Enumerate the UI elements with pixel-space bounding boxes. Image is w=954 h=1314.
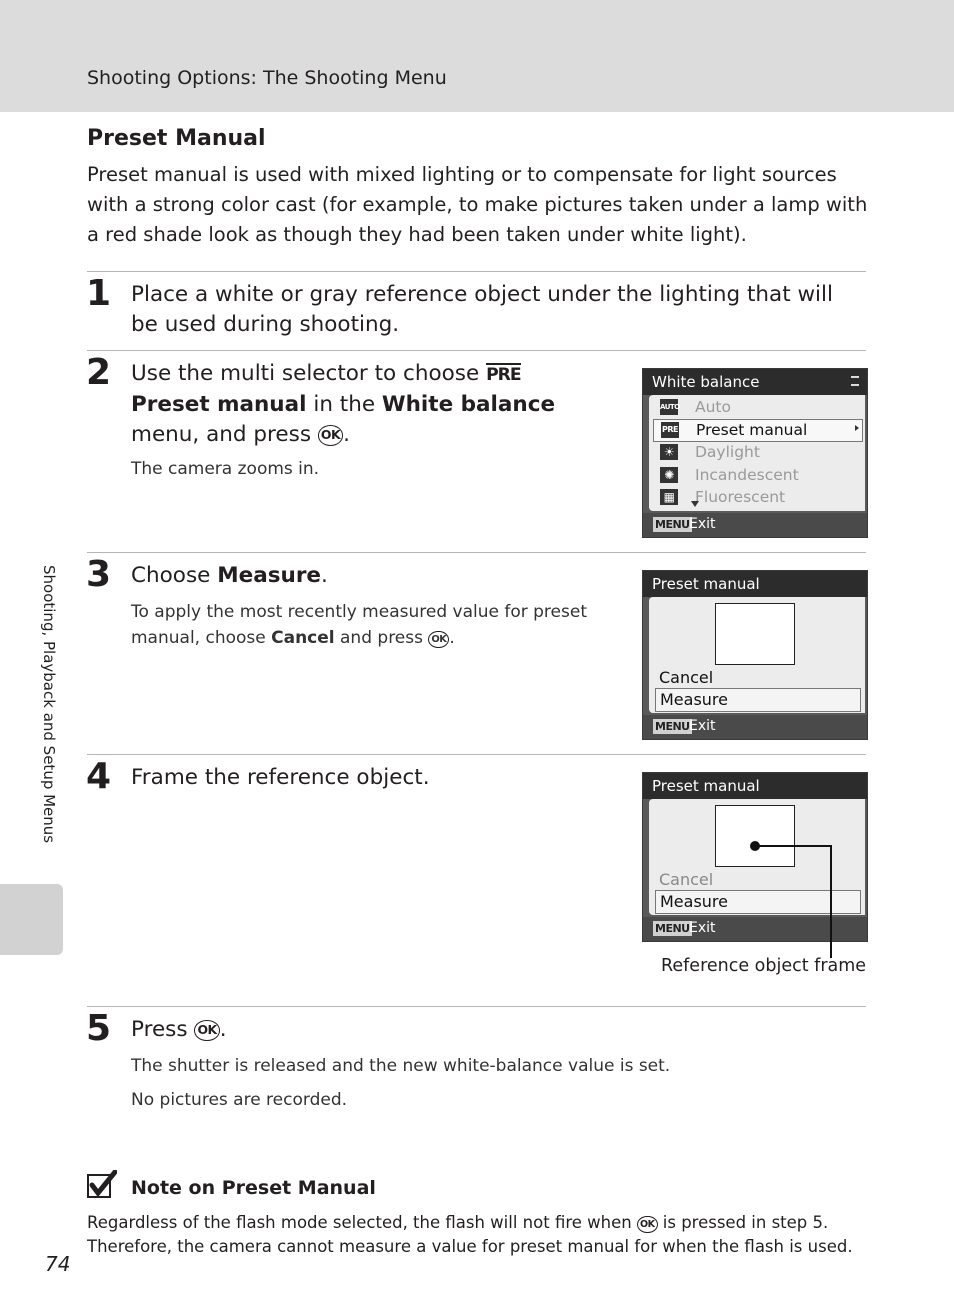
- step-3-cancel: Cancel: [271, 628, 335, 648]
- divider: [87, 754, 866, 755]
- screen-title: Preset manual: [652, 575, 760, 593]
- white-balance-screen: [642, 368, 868, 538]
- wb-item-preset-manual: [653, 419, 863, 442]
- step-5-text: Press OK .: [131, 1017, 227, 1042]
- wb-item-label: Fluorescent: [695, 488, 786, 506]
- option-measure-label: Measure: [660, 892, 728, 911]
- step-2-preset-manual: Preset manual: [131, 392, 307, 417]
- menu-panel: [649, 395, 865, 511]
- page-number: 74: [45, 1252, 71, 1276]
- divider: [87, 1006, 866, 1007]
- step-1-text: Place a white or gray reference object under the lighting that will be used during shooting.: [131, 282, 833, 337]
- screen-footer: [643, 513, 867, 537]
- screen-footer: [643, 917, 867, 941]
- wb-item-auto: [653, 397, 861, 418]
- step-5-sub-1: The shutter is released and the new white-balance value is set.: [131, 1056, 671, 1076]
- chapter-label: Shooting, Playback and Setup Menus: [40, 565, 58, 844]
- step-3-sub-post: and press: [340, 628, 423, 648]
- reference-frame: [715, 603, 795, 665]
- step-3-sub-pre: To apply the most recently measured value for preset manual, choose: [131, 602, 587, 648]
- chapter-tab: [0, 884, 63, 955]
- chevron-right-icon: [855, 425, 859, 431]
- step-5-pre: Press: [131, 1017, 188, 1042]
- checkmark-note-icon: [87, 1170, 117, 1200]
- divider: [87, 271, 866, 272]
- wb-item-daylight: [653, 442, 861, 463]
- preset-manual-icon: PRE: [661, 422, 679, 438]
- menu-panel: [649, 597, 865, 713]
- step-number: 2: [86, 352, 112, 393]
- wb-item-label: Daylight: [695, 443, 760, 461]
- step-2-text: Use the multi selector to choose PRE Preset manual in the White balance menu, and press OK .: [131, 361, 556, 447]
- ok-button-icon: OK: [637, 1216, 658, 1234]
- option-measure-label: Measure: [660, 690, 728, 709]
- step-4-text: Frame the reference object.: [131, 765, 430, 790]
- step-3-sub: To apply the most recently measured value for preset manual, choose Cancel and press OK .: [131, 602, 587, 648]
- exit-label: Exit: [689, 718, 716, 734]
- ok-button-icon: OK: [428, 631, 449, 649]
- intro-paragraph: Preset manual is used with mixed lighting or to compensate for light sources with a strong color cast (for example, to make pictures taken under a lamp with a red shade look as though they had been taken under white light).: [87, 163, 868, 246]
- ok-button-icon: OK: [318, 425, 343, 445]
- screen-footer: [643, 715, 867, 739]
- step-number: 1: [86, 273, 112, 314]
- preset-manual-screen-framing: [642, 772, 868, 942]
- note-text-post: is pressed in step 5. Therefore, the camera cannot measure a value for preset manual for when the flash is used.: [87, 1213, 853, 1256]
- wb-item-fluorescent: [653, 487, 861, 508]
- screen-titlebar: [643, 571, 867, 597]
- menu-panel: [649, 799, 865, 915]
- scroll-down-icon: [691, 501, 699, 507]
- divider: [87, 552, 866, 553]
- scroll-icon: [851, 376, 859, 386]
- preset-manual-icon: PRE: [486, 365, 521, 385]
- divider: [87, 350, 866, 351]
- step-2-white-balance: White balance: [381, 392, 556, 417]
- callout-line: [755, 845, 832, 847]
- step-3-measure: Measure: [217, 563, 322, 588]
- step-number: 3: [86, 554, 112, 595]
- option-cancel: Cancel: [659, 668, 714, 687]
- step-2-pre: Use the multi selector to choose: [131, 361, 480, 386]
- incandescent-icon: ✺: [660, 467, 678, 483]
- screen-title: White balance: [652, 373, 760, 391]
- wb-item-label: Incandescent: [695, 466, 799, 484]
- screen-titlebar: [643, 773, 867, 799]
- note-title: Note on Preset Manual: [131, 1177, 376, 1199]
- menu-button-icon: MENU: [655, 720, 690, 733]
- wb-item-label: Preset manual: [696, 421, 808, 439]
- callout-line: [830, 845, 832, 958]
- preset-manual-screen: [642, 570, 868, 740]
- daylight-icon: ☀: [660, 444, 678, 460]
- screen-titlebar: [643, 369, 867, 395]
- step-number: 5: [86, 1008, 112, 1049]
- step-2-sub: The camera zooms in.: [131, 459, 320, 479]
- wb-item-incandescent: [653, 465, 861, 486]
- wb-item-label: Auto: [695, 398, 731, 416]
- callout-dot: [750, 841, 760, 851]
- step-number: 4: [86, 756, 112, 797]
- menu-button-icon: MENU: [655, 922, 690, 935]
- step-2-post: menu, and press: [131, 422, 312, 447]
- exit-label: Exit: [689, 920, 716, 936]
- fluorescent-icon: ▦: [660, 489, 678, 505]
- menu-button-icon: MENU: [655, 518, 690, 531]
- ok-button-icon: OK: [194, 1020, 219, 1040]
- running-header: Shooting Options: The Shooting Menu: [87, 67, 447, 89]
- step-3-text: Choose Measure.: [131, 563, 328, 588]
- section-title: Preset Manual: [87, 126, 266, 151]
- note-text: [87, 1211, 877, 1259]
- step-3-pre: Choose: [131, 563, 211, 588]
- callout-label: Reference object frame: [661, 956, 867, 976]
- screen-title: Preset manual: [652, 777, 760, 795]
- step-2-mid: in the: [313, 392, 376, 417]
- note-text-pre: Regardless of the flash mode selected, the flash will not fire when: [87, 1213, 632, 1232]
- header-band: [0, 0, 954, 112]
- option-measure: [655, 688, 861, 712]
- exit-label: Exit: [689, 516, 716, 532]
- option-cancel: Cancel: [659, 870, 714, 889]
- reference-frame: [715, 805, 795, 867]
- auto-icon: AUTO: [660, 399, 678, 415]
- step-5-sub-2: No pictures are recorded.: [131, 1090, 348, 1110]
